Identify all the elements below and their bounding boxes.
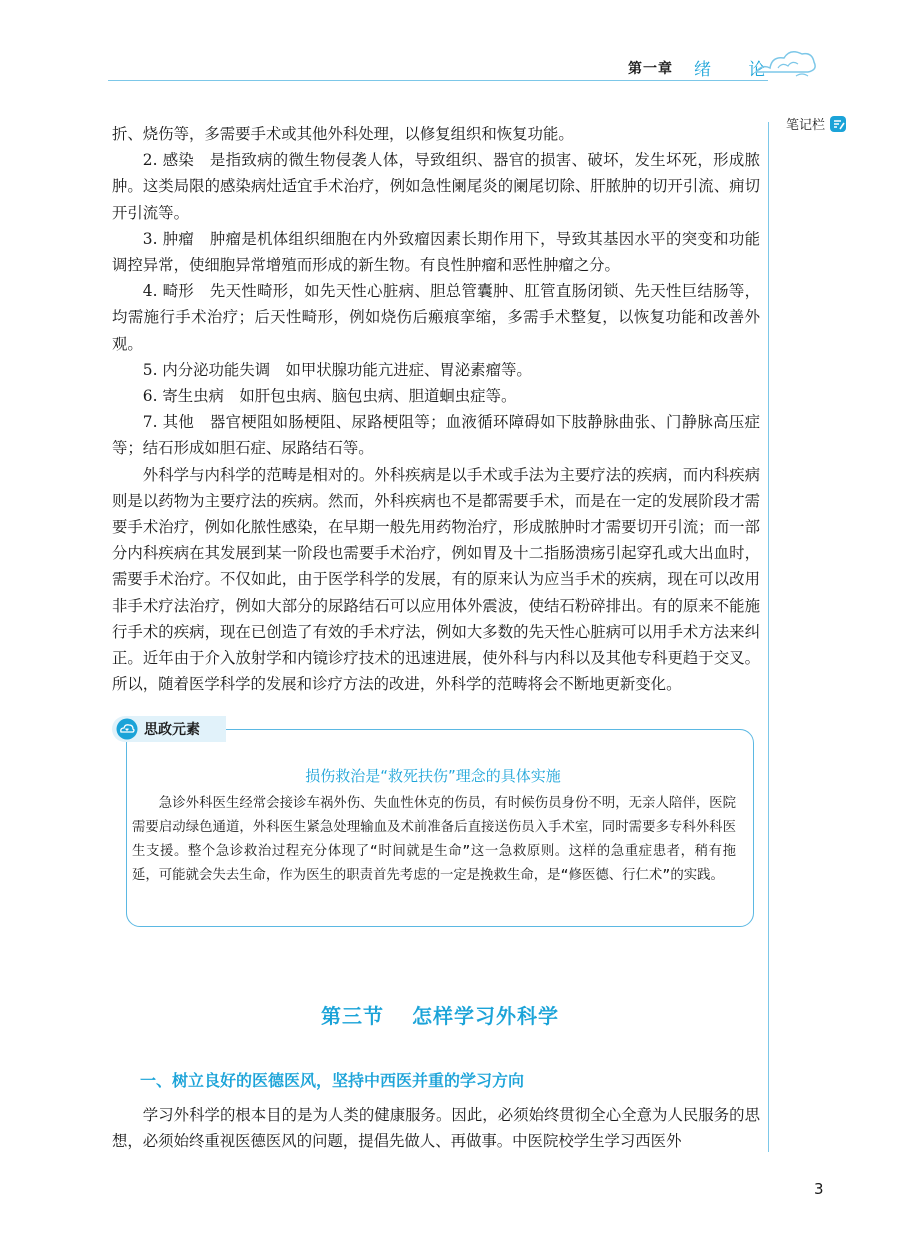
section-heading bbox=[0, 1000, 880, 1029]
paragraph: 4. 畸形 先天性畸形，如先天性心脏病、胆总管囊肿、肛管直肠闭锁、先天性巨结肠等，均需施行手术治疗；后天性畸形，例如烧伤后瘢痕挛缩，多需手术整复，以恢复功能和改善外观。 bbox=[112, 282, 760, 353]
chapter-label: 第一章 bbox=[628, 61, 673, 77]
paragraph: 外科学与内科学的范畴是相对的。外科疾病是以手术或手法为主要疗法的疾病，而内科疾病则是以药物为主要疗法的疾病。然而，外科疾病也不是都需要手术，而是在一定的发展阶段才需要手术治疗，例如化脓性感染，在早期一般先用药物治疗，形成脓肿时才需要切开引流；而一部分内科疾病在其发展到某一阶段也需要手术治疗，例如胃及十二指肠溃疡引起穿孔或大出血时，需要手术治疗。不仅如此，由于医学科学的发展，有的原来认为应当手术的疾病，现在可以改用非手术疗法治疗，例如大部分的尿路结石可以应用体外震波，使结石粉碎排出。有的原来不能施行手术的疾病，现在已创造了有效的手术疗法，例如大多数的先天性心脏病可以用手术方法来纠正。近年由于介入放射学和内镜诊疗技术的迅速进展，使外科与内科以及其他专科更趋于交叉。所以，随着医学科学的发展和诊疗方法的改进，外科学的范畴将会不断地更新变化。 bbox=[112, 465, 760, 694]
cloud-ornament-icon bbox=[752, 42, 818, 82]
bottom-body-text bbox=[112, 1102, 760, 1154]
box-title: 损伤救治是“救死扶伤”理念的具体实施 bbox=[305, 767, 561, 785]
paragraph: 折、烧伤等，多需要手术或其他外科处理，以修复组织和恢复功能。 bbox=[112, 125, 574, 143]
subheading: 一、树立良好的医德医风，坚持中西医并重的学习方向 bbox=[140, 1071, 525, 1090]
notes-pen-icon bbox=[829, 115, 847, 133]
header-rule bbox=[108, 80, 768, 81]
notes-margin-rule bbox=[768, 122, 769, 1152]
paragraph: 5. 内分泌功能失调 如甲状腺功能亢进症、胃泌素瘤等。 bbox=[142, 360, 532, 379]
paragraph: 7. 其他 器官梗阻如肠梗阻、尿路梗阻等；血液循环障碍如下肢静脉曲张、门静脉高压症等；结石形成如胆石症、尿路结石等。 bbox=[112, 413, 760, 458]
box-paragraph: 急诊外科医生经常会接诊车祸外伤、失血性休克的伤员，有时候伤员身份不明，无亲人陪伴，医院需要启动绿色通道，外科医生紧急处理输血及术前准备后直接送伤员入手术室，同时需要多专科外科医生支援。整个急诊救治过程充分体现了“时间就是生命”这一急救原则。这样的急重症患者，稍有拖延，可能就会失去生命，作为医生的职责首先考虑的一定是挽救生命，是“修医德、行仁术”的实践。 bbox=[132, 796, 736, 883]
ideology-element-box bbox=[112, 716, 754, 928]
paragraph: 学习外科学的根本目的是为人类的健康服务。因此，必须始终贯彻全心全意为人民服务的思想，必须始终重视医德医风的问题，提倡先做人、再做事。中医院校学生学习西医外 bbox=[112, 1106, 760, 1151]
paragraph: 6. 寄生虫病 如肝包虫病、脑包虫病、胆道蛔虫症等。 bbox=[142, 387, 517, 406]
notes-column-label bbox=[786, 114, 847, 133]
paragraph: 2. 感染 是指致病的微生物侵袭人体，导致组织、器官的损害、破坏，发生坏死，形成脓肿。这类局限的感染病灶适宜手术治疗，例如急性阑尾炎的阑尾切除、肝脓肿的切开引流、痈切开引流等。 bbox=[112, 151, 760, 222]
box-tab bbox=[112, 716, 226, 742]
cloud-heart-icon bbox=[116, 718, 138, 740]
section-number: 第三节 bbox=[321, 1004, 384, 1028]
page-number: 3 bbox=[814, 1180, 824, 1198]
main-body-text bbox=[112, 121, 760, 697]
box-body bbox=[132, 792, 736, 888]
chapter-name: 绪 论 bbox=[694, 60, 782, 80]
section-title-text: 怎样学习外科学 bbox=[412, 1004, 559, 1028]
box-tab-label: 思政元素 bbox=[144, 722, 200, 738]
paragraph: 3. 肿瘤 肿瘤是机体组织细胞在内外致瘤因素长期作用下，导致其基因水平的突变和功能调控异常，使细胞异常增殖而形成的新生物。有良性肿瘤和恶性肿瘤之分。 bbox=[112, 229, 760, 275]
notes-label-text: 笔记栏 bbox=[786, 118, 826, 133]
